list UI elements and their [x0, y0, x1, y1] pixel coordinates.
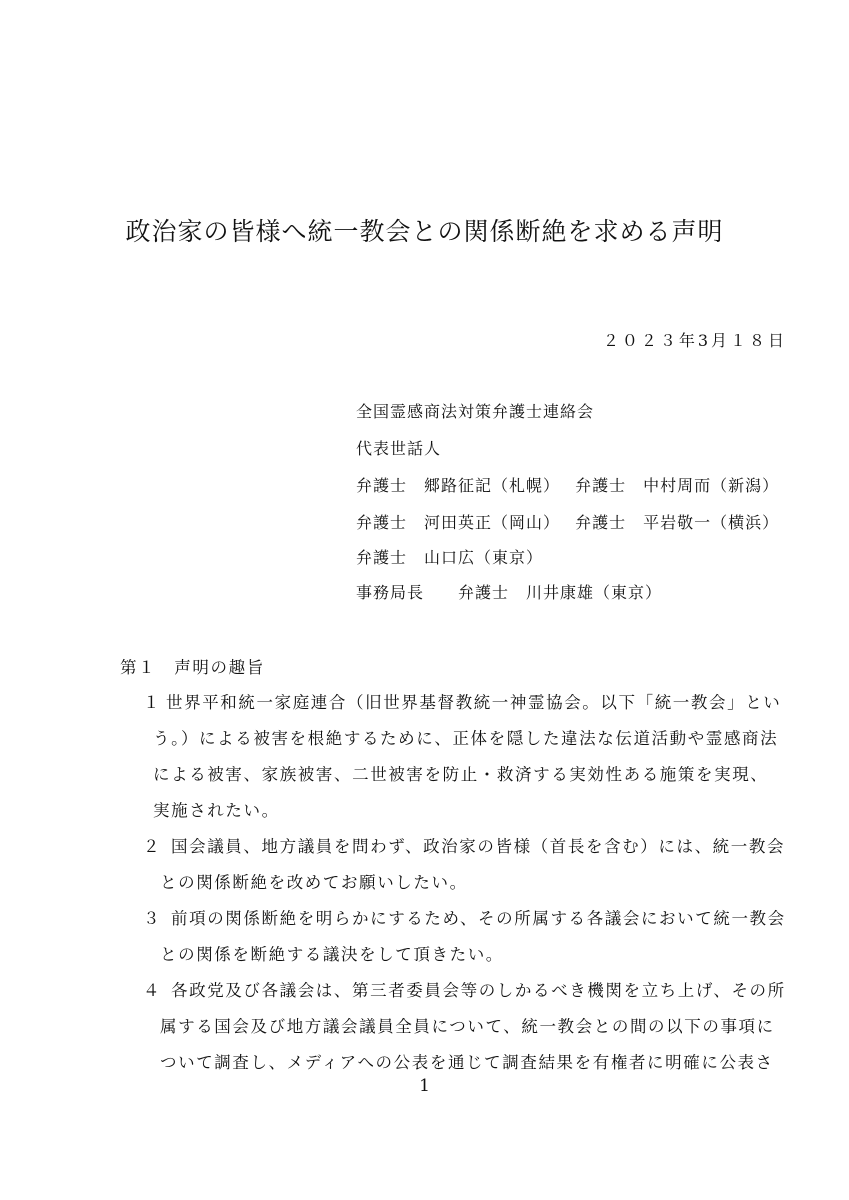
document-title: 政治家の皆様へ統一教会との関係断絶を求める声明	[125, 217, 724, 246]
signatory-line: 弁護士 河田英正（岡山） 弁護士 平岩敬一（横浜）	[356, 513, 780, 532]
paragraph-line: 国会議員、地方議員を問わず、政治家の皆様（首長を含む）には、統一教会	[171, 837, 786, 856]
item-number: ４	[143, 981, 162, 1000]
paragraph-line: う。）による被害を根絶するために、正体を隠した違法な伝道活動や霊感商法	[153, 729, 779, 748]
paragraph-line: 世界平和統一家庭連合（旧世界基督教統一神霊協会。以下「統一教会」とい	[166, 693, 782, 712]
item-number: ２	[143, 837, 162, 856]
item-number: ３	[143, 909, 162, 928]
paragraph-line: による被害、家族被害、二世被害を防止・救済する実効性ある施策を実現、	[153, 765, 769, 784]
organization-role: 代表世話人	[356, 439, 442, 458]
signatory-line: 弁護士 郷路征記（札幌） 弁護士 中村周而（新潟）	[356, 476, 780, 495]
paragraph-line: との関係断絶を改めてお願いしたい。	[160, 873, 468, 892]
signatory-line: 事務局長 弁護士 川井康雄（東京）	[356, 583, 663, 602]
paragraph-line: との関係を断絶する議決をして頂きたい。	[160, 945, 504, 964]
section-heading: 第１ 声明の趣旨	[120, 658, 265, 677]
paragraph-line: 実施されたい。	[153, 801, 280, 820]
signatory-line: 弁護士 山口広（東京）	[356, 548, 544, 567]
paragraph-line: 各政党及び各議会は、第三者委員会等のしかるべき機関を立ち上げ、その所	[171, 981, 786, 1000]
paragraph-line: ついて調査し、メディアへの公表を通じて調査結果を有権者に明確に公表さ	[160, 1053, 774, 1072]
page-number: 1	[419, 1076, 430, 1096]
organization-name: 全国霊感商法対策弁護士連絡会	[356, 402, 595, 421]
paragraph-line: 前項の関係断絶を明らかにするため、その所属する各議会において統一教会	[171, 909, 786, 928]
item-number: １	[143, 693, 162, 712]
document-date: ２０２３年3月１８日	[602, 331, 787, 350]
paragraph-line: 属する国会及び地方議会議員全員について、統一教会との間の以下の事項に	[160, 1017, 775, 1036]
